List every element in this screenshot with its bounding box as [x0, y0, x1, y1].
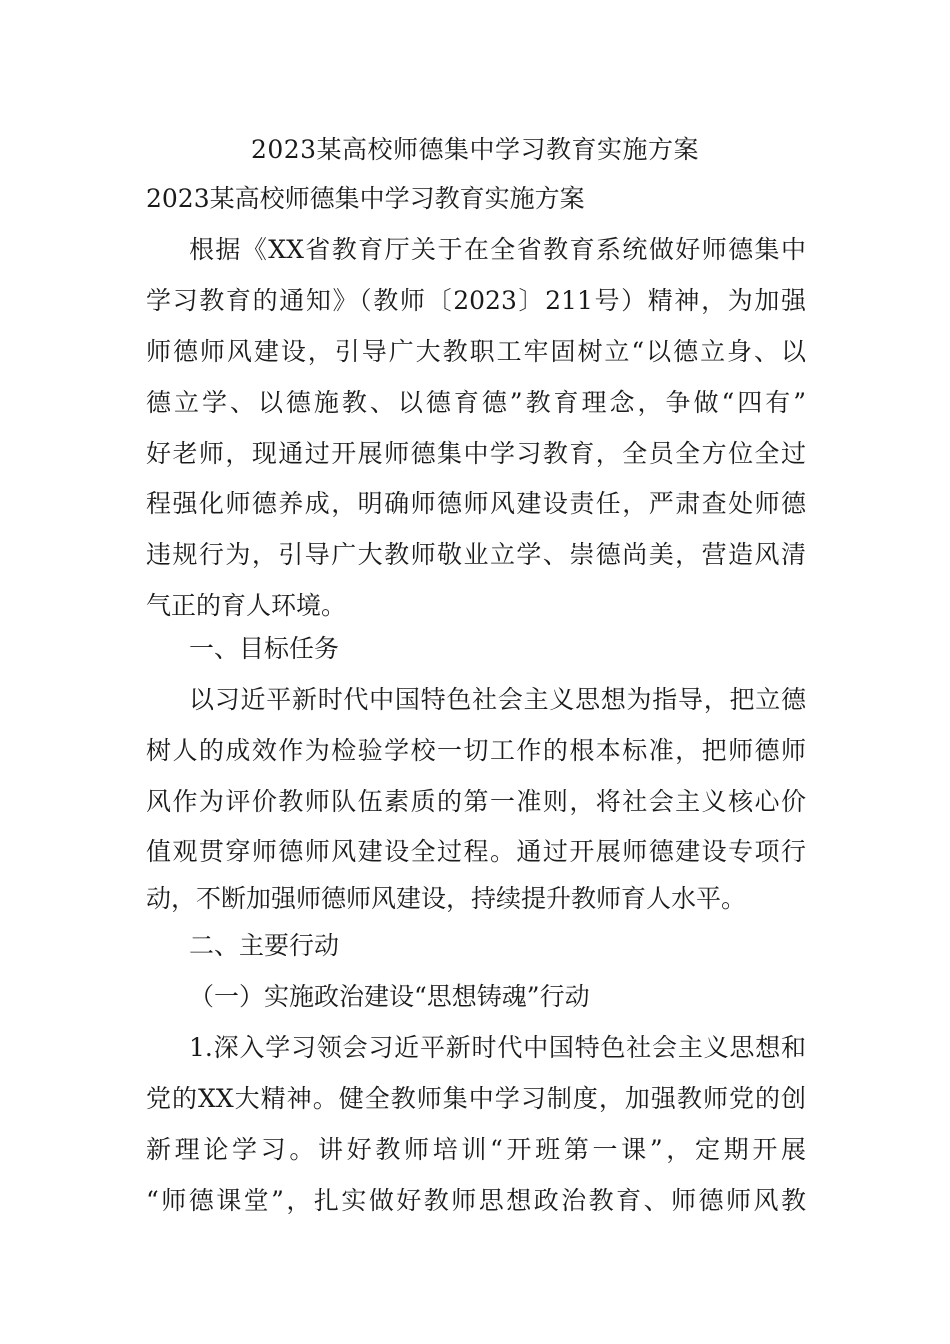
paragraph-line: 违规行为，引导广大教师敬业立学、崇德尚美，营造风清: [146, 540, 806, 569]
paragraph-line: 以习近平新时代中国特色社会主义思想为指导，把立德: [189, 685, 806, 714]
paragraph-line: 动，不断加强师德师风建设，持续提升教师育人水平。: [146, 884, 747, 913]
paragraph-line: 新理论学习。讲好教师培训“开班第一课”，定期开展: [146, 1135, 806, 1164]
paragraph-line: 党的XX大精神。健全教师集中学习制度，加强教师党的创: [146, 1084, 806, 1113]
paragraph-line: 好老师，现通过开展师德集中学习教育，全员全方位全过: [146, 439, 806, 468]
paragraph-line: 程强化师德养成，明确师德师风建设责任，严肃查处师德: [146, 489, 806, 518]
paragraph-line: 树人的成效作为检验学校一切工作的根本标准，把师德师: [146, 736, 806, 765]
section-heading: 一、目标任务: [189, 634, 340, 663]
paragraph-line: 1.深入学习领会习近平新时代中国特色社会主义思想和: [189, 1033, 806, 1062]
paragraph-line: “师德课堂”，扎实做好教师思想政治教育、师德师风教: [146, 1186, 806, 1215]
paragraph-line: 值观贯穿师德师风建设全过程。通过开展师德建设专项行: [146, 837, 806, 866]
paragraph-line: 风作为评价教师队伍素质的第一准则，将社会主义核心价: [146, 787, 806, 816]
paragraph-line: 德立学、以德施教、以德育德”教育理念，争做“四有”: [146, 388, 806, 417]
paragraph-line: 根据《XX省教育厅关于在全省教育系统做好师德集中: [189, 235, 806, 264]
subsection-heading: （一）实施政治建设“思想铸魂”行动: [189, 982, 590, 1011]
document-subtitle: 2023某高校师德集中学习教育实施方案: [146, 184, 585, 213]
paragraph-line: 气正的育人环境。: [146, 591, 347, 620]
paragraph-line: 师德师风建设，引导广大教职工牢固树立“以德立身、以: [146, 337, 806, 366]
section-heading: 二、主要行动: [189, 931, 340, 960]
document-title: 2023某高校师德集中学习教育实施方案: [250, 135, 700, 164]
paragraph-line: 学习教育的通知》（教师〔2023〕211号）精神，为加强: [146, 286, 806, 315]
